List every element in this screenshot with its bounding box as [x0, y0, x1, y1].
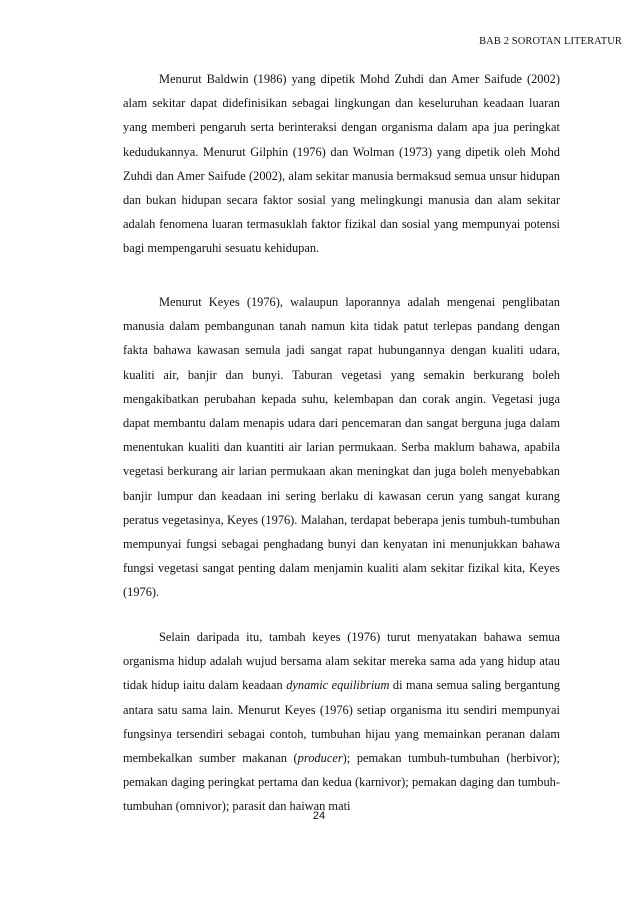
paragraph-baldwin: Menurut Baldwin (1986) yang dipetik Mohd Zuhdi dan Amer Saifude (2002) alam sekitar dapat didefinisikan sebagai lingkungan dan keseluruhan keadaan luaran yang memberi pengaruh serta berinteraksi dengan organisma dalam apa jua peringkat kedudukannya. Menurut Gilphin (1976) dan Wolman (1973) yang dipetik oleh Mohd Zuhdi dan Amer Saifude (2002), alam sekitar manusia bermaksud semua unsur hidupan dan bukan hidupan secara faktor sosial yang melingkungi manusia dan alam sekitar adalah fenomena luaran termasuklah faktor fizikal dan sosial yang mempunyai potensi bagi mempengaruhi sesuatu kehidupan.: [123, 72, 560, 256]
paragraph-text-segment: Selain daripada itu, tambah keyes (1976) turut menyatakan bahawa semua organisma hidup adalah wujud bersama alam sekitar mereka sama ada yang hidup atau tidak hidup iaitu dalam keadaan: [123, 630, 560, 693]
page-number: 24: [312, 810, 326, 822]
paragraph-text-segment: di mana semua saling bergantung antara satu sama lain. Menurut Keyes (1976) setiap organisma itu sendiri mempunyai fungsinya tersendiri sebagai contoh, tumbuhan hijau yang memainkan peranan dalam membekalkan sumber makanan (: [123, 678, 560, 766]
italic-term-producer: producer: [297, 751, 343, 766]
paragraph-keyes: Menurut Keyes (1976), walaupun laporannya adalah mengenai penglibatan manusia dalam pembangunan tanah namun kita tidak patut terlepas pandang dengan fakta bahawa kawasan semula jadi sangat rapat hubungannya dengan kualiti udara, kualiti air, banjir dan bunyi. Taburan vegetasi yang semakin berkurang boleh mengakibatkan perubahan kepada suhu, kelembapan dan corak angin. Vegetasi juga dapat membantu dalam menapis udara dari pencemaran dan sangat berguna juga dalam menentukan kualiti dan kuantiti air larian permukaan. Serba maklum bahawa, apabila vegetasi berkurang air larian permukaan akan meningkat dan juga boleh menyebabkan banjir lumpur dan keadaan ini sering berlaku di kawasan cerun yang sangat kurang peratus vegetasinya, Keyes (1976). Malahan, terdapat beberapa jenis tumbuh-tumbuhan mempunyai fungsi sebagai penghadang bunyi dan kenyatan ini menunjukkan bahawa fungsi vegetasi sangat penting dalam menjamin kualiti alam sekitar fizikal kita, Keyes (1976).: [123, 295, 560, 600]
paragraph-text-segment: ); pemakan tumbuh-tumbuhan (herbivor); pemakan daging peringkat pertama dan kedua (karnivor); pemakan daging dan tumbuh-tumbuhan (omnivor); parasit dan haiwan mati: [123, 751, 560, 814]
chapter-header: BAB 2 SOROTAN LITERATUR: [479, 36, 622, 47]
paragraph-selain: [123, 625, 560, 819]
italic-term-dynamic-equilibrium: dynamic equilibrium: [286, 678, 390, 693]
